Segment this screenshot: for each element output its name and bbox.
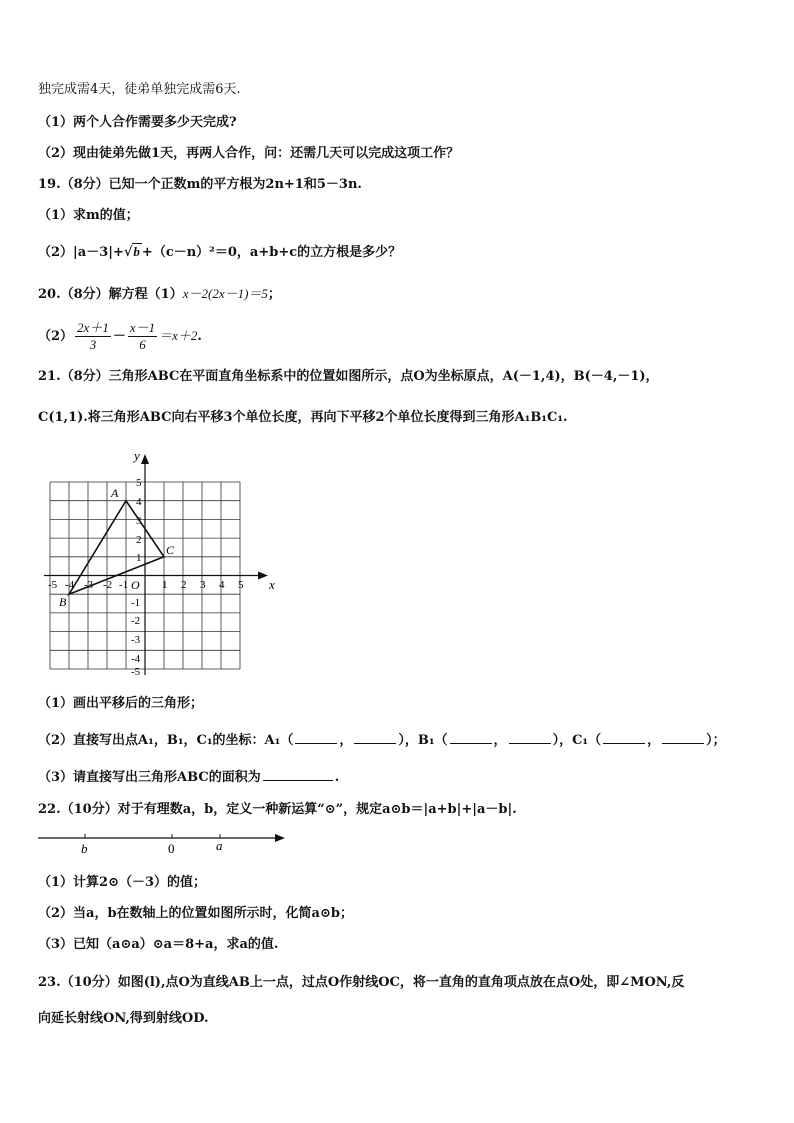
x-tick: 2 [181,579,187,591]
x-tick: -4 [65,579,75,591]
question-22-stem: 22.（10分）对于有理数a，b，定义一种新运算“⊙”，规定a⊙b＝|a+b|+|a－b|. [38,802,517,817]
answer-blank[interactable] [450,743,492,744]
y-tick: -2 [131,615,141,627]
equation-2-rhs: ＝x＋2 [159,328,198,343]
fraction-2-denominator: 6 [139,337,146,352]
answer-blank[interactable] [509,743,551,744]
q19-p2-a: （2）|a－3|+ [38,245,124,260]
number-line-b-label: b [81,841,88,856]
x-tick: -5 [48,579,58,591]
x-tick: 1 [162,579,168,591]
q20-p2-label: （2） [38,329,74,344]
question-21-line-1: 21.（8分）三角形ABC在平面直角坐标系中的位置如图所示，点O为坐标原点，A(－1,4)，B(－4,－1)， [38,369,659,384]
y-tick: -3 [131,634,141,646]
x-tick: 3 [200,579,206,591]
number-line-zero-label: 0 [168,841,175,856]
text-line: （2）现由徒弟先做1天，再两人合作，问：还需几天可以完成这项工作？ [38,146,460,161]
x-tick: -3 [84,579,94,591]
q20-stem-text: 20.（8分）解方程（1） [38,287,183,302]
answer-blank[interactable] [354,743,396,744]
answer-blank[interactable] [603,743,645,744]
axes [44,454,268,675]
question-19-part-2 [38,242,401,263]
q21-p2-end: ）； [706,733,726,748]
sqrt-radicand: b [133,244,140,259]
question-23-line-2: 向延长射线ON,得到射线OD. [38,1011,209,1026]
x-tick: 5 [238,579,244,591]
minus-sign: － [112,329,126,344]
fraction-1-numerator: 2x＋1 [77,320,109,335]
q19-p2-c: +（c－n）²＝0，a+b+c的立方根是多少？ [141,245,402,260]
text-line: （1）两个人合作需要多少天完成? [38,115,237,130]
coordinate-grid-figure [38,448,288,680]
question-20-stem [38,284,281,305]
question-21-line-2: C(1,1).将三角形ABC向右平移3个单位长度，再向下平移2个单位长度得到三角形A₁B₁C₁. [38,410,568,425]
comma: ， [493,733,507,748]
number-line-arrow [275,834,285,842]
fraction-2 [128,320,157,353]
text-line: 独完成需4天，徒弟单独完成需6天. [38,82,241,97]
y-tick: 5 [136,477,142,489]
x-axis-label: x [269,577,275,592]
equation-1: x－2(2x－1)＝5 [182,286,268,301]
number-line-figure [38,828,290,858]
fraction-1 [75,320,111,353]
q21-p2-text: （2）直接写出点A₁，B₁，C₁的坐标：A₁（ [38,733,294,748]
number-line-a-label: a [216,838,223,853]
question-19-stem: 19.（8分）已知一个正数m的平方根为2n+1和5－3n. [38,177,362,192]
y-tick: -4 [131,653,141,665]
question-19-part-1: （1）求m的值； [38,208,139,223]
fraction-2-numerator: x－1 [129,320,156,335]
question-21-part-3 [38,768,339,788]
question-21-part-2 [38,731,726,751]
y-tick: 3 [136,515,142,527]
q21-p3-end: . [334,770,340,785]
comma: ， [339,733,353,748]
q21-p3-text: （3）请直接写出三角形ABC的面积为 [38,770,261,785]
equation-2-end: . [197,329,202,344]
question-22-part-3: （3）已知（a⊙a）⊙a＝8+a，求a的值. [38,937,279,952]
answer-blank[interactable] [263,780,333,781]
x-tick: -2 [103,579,113,591]
question-22-part-2: （2）当a，b在数轴上的位置如图所示时，化简a⊙b； [38,906,353,921]
x-tick: 4 [219,579,225,591]
y-tick: -5 [131,666,141,678]
y-tick: 4 [136,496,142,508]
question-22-part-1: （1）计算2⊙（－3）的值； [38,875,207,890]
point-c-label: C [166,543,175,557]
comma: ， [647,733,661,748]
eq1-tail: ； [267,287,281,302]
answer-blank[interactable] [295,743,337,744]
point-b-label: B [59,595,67,609]
y-tick: -1 [131,597,141,609]
question-20-part-2 [38,318,202,355]
answer-blank[interactable] [662,743,704,744]
x-tick: -1 [119,579,129,591]
sqrt-sign: √ [123,245,133,260]
y-tick: 1 [136,552,142,564]
q21-p2-c1: ），C₁（ [552,733,602,748]
point-a-label: A [111,486,119,500]
y-axis-label: y [134,448,140,463]
question-21-part-1: （1）画出平移后的三角形； [38,696,204,711]
question-23-line-1: 23.（10分）如图(l),点O为直线AB上一点，过点O作射线OC，将一直角的直角项点放在点O处，即∠MON,反 [38,975,685,990]
y-tick: 2 [136,534,142,546]
origin-label: O [131,578,140,592]
q21-p2-b1: ），B₁（ [398,733,448,748]
fraction-1-denominator: 3 [89,337,97,352]
